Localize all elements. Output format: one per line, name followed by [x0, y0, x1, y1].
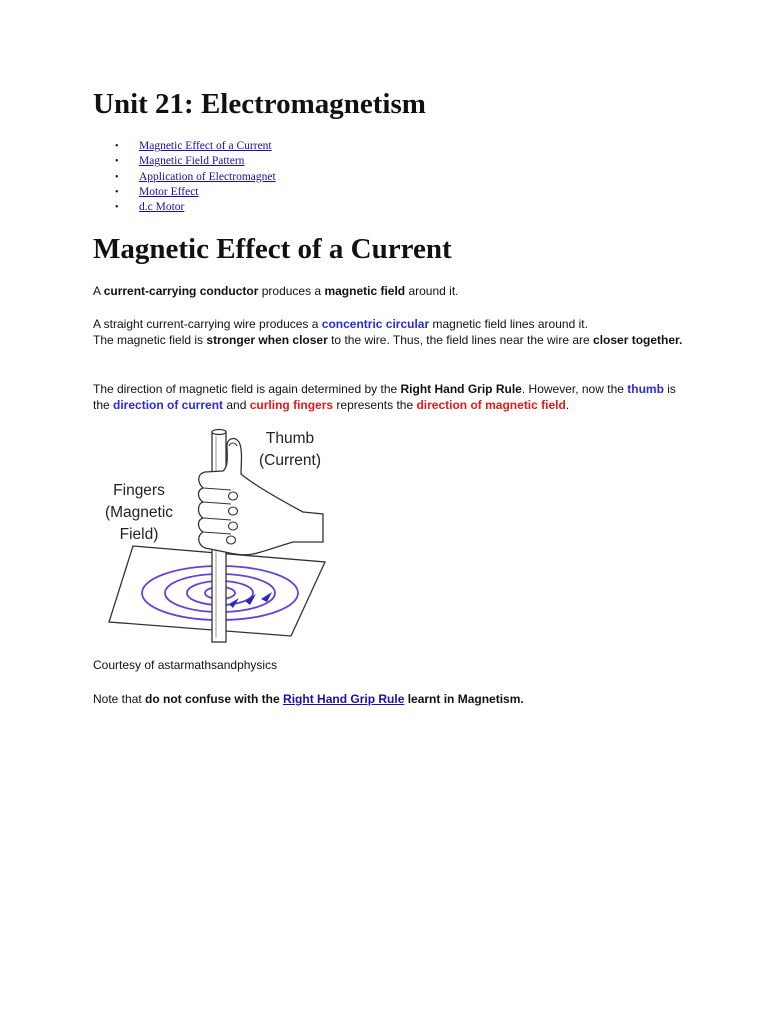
courtesy-caption: Courtesy of astarmathsandphysics	[93, 658, 278, 672]
text: is the	[93, 382, 676, 413]
text: The magnetic field is	[93, 333, 207, 348]
bullet-icon: •	[115, 156, 119, 168]
toc-link-field-pattern[interactable]: Magnetic Field Pattern	[139, 155, 245, 168]
fingernail	[229, 522, 238, 530]
fingers-label-line: Field)	[119, 526, 159, 543]
bold-text: stronger when closer	[206, 333, 328, 348]
text: The direction of magnetic field is again determined by the	[93, 382, 401, 396]
bold-text: learnt in Magnetism.	[404, 692, 524, 706]
thumb-label-line: Thumb	[265, 430, 315, 447]
thumb-label-line: (Current)	[259, 452, 322, 469]
toc-item	[93, 139, 276, 154]
bullet-icon: •	[115, 202, 119, 214]
blue-bold-text: thumb	[627, 382, 664, 396]
bold-text: do not confuse with the	[145, 692, 284, 706]
red-bold-text: curling fingers	[249, 398, 334, 413]
right-hand-grip-rule-link[interactable]: Right Hand Grip Rule	[283, 692, 405, 706]
toc-link-dc-motor[interactable]: d.c Motor	[139, 201, 185, 214]
text: A straight current-carrying wire produces a	[93, 317, 322, 331]
paragraph-note	[93, 691, 683, 707]
paragraph-direction	[93, 381, 683, 413]
toc-item	[93, 154, 276, 169]
text: magnetic field lines around it.	[429, 317, 588, 331]
toc-link-magnetic-effect[interactable]: Magnetic Effect of a Current	[139, 140, 272, 152]
bullet-icon: •	[115, 171, 119, 183]
bold-text: Right Hand Grip Rule	[400, 382, 522, 396]
toc-item	[93, 170, 276, 185]
paragraph-straight-wire	[93, 316, 683, 348]
toc-link-motor-effect[interactable]: Motor Effect	[139, 185, 199, 198]
bullet-icon: •	[115, 141, 119, 152]
text: . However, now the	[521, 382, 628, 396]
bold-text: magnetic field	[324, 284, 406, 298]
fingernail	[229, 492, 238, 500]
section-title: Magnetic Effect of a Current	[93, 233, 452, 265]
fingers-label	[93, 480, 185, 546]
red-bold-text: direction of magnetic field	[416, 398, 566, 413]
text: around it.	[405, 284, 459, 298]
text: represents the	[333, 398, 417, 413]
bullet-icon: •	[115, 186, 119, 198]
right-hand-grip-figure	[93, 424, 353, 646]
text: Note that	[93, 692, 146, 706]
blue-bold-text: concentric circular	[321, 317, 430, 331]
text: .	[565, 398, 570, 413]
blue-bold-text: direction of current	[113, 398, 224, 413]
thumb-label	[259, 428, 321, 472]
toc-link-electromagnet[interactable]: Application of Electromagnet	[139, 170, 276, 183]
text: produces a	[258, 284, 325, 298]
table-of-contents	[93, 139, 276, 215]
unit-title: Unit 21: Electromagnetism	[93, 88, 426, 120]
bold-text: current-carrying conductor	[103, 284, 259, 298]
text: and	[223, 398, 250, 413]
toc-item	[93, 185, 276, 200]
fingernail	[227, 536, 236, 544]
toc-item	[93, 200, 276, 215]
paragraph-intro	[93, 283, 683, 299]
fingers-label-line: Fingers	[113, 482, 165, 499]
text: to the wire. Thus, the field lines near the wire are	[327, 333, 594, 348]
fingers-label-line: (Magnetic	[104, 504, 174, 521]
bold-text: closer together.	[593, 333, 683, 348]
text: A	[93, 284, 104, 298]
fingernail	[229, 507, 238, 515]
wire-top	[212, 430, 226, 435]
